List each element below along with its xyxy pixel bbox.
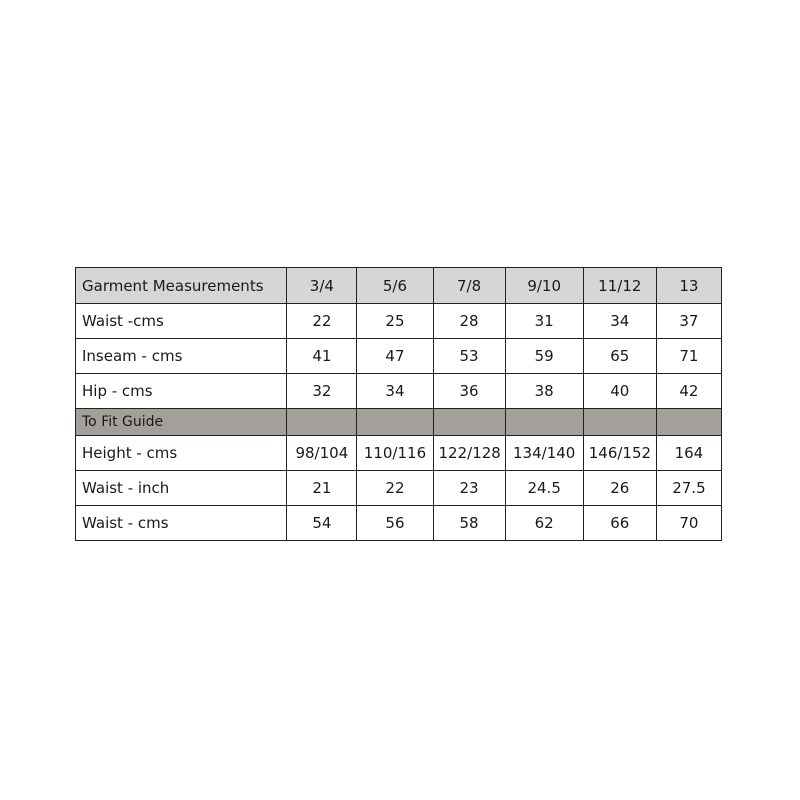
table-row	[76, 374, 722, 409]
value-cell: 110/116	[357, 436, 433, 471]
section-label-cell: To Fit Guide	[76, 409, 287, 436]
table-row	[76, 304, 722, 339]
value-cell: 164	[656, 436, 721, 471]
size-header-cell: 5/6	[357, 268, 433, 304]
value-cell: 38	[505, 374, 583, 409]
value-cell: 34	[357, 374, 433, 409]
section-header-row	[76, 409, 722, 436]
section-empty-cell	[505, 409, 583, 436]
value-cell: 36	[433, 374, 505, 409]
value-cell: 23	[433, 471, 505, 506]
size-header-cell: 9/10	[505, 268, 583, 304]
value-cell: 41	[287, 339, 357, 374]
value-cell: 70	[656, 506, 721, 541]
value-cell: 58	[433, 506, 505, 541]
value-cell: 21	[287, 471, 357, 506]
section-empty-cell	[656, 409, 721, 436]
value-cell: 56	[357, 506, 433, 541]
value-cell: 62	[505, 506, 583, 541]
value-cell: 134/140	[505, 436, 583, 471]
table-row	[76, 436, 722, 471]
size-header-cell: 7/8	[433, 268, 505, 304]
section-empty-cell	[287, 409, 357, 436]
header-label-cell: Garment Measurements	[76, 268, 287, 304]
value-cell: 59	[505, 339, 583, 374]
value-cell: 47	[357, 339, 433, 374]
value-cell: 37	[656, 304, 721, 339]
row-label-cell: Height - cms	[76, 436, 287, 471]
row-label-cell: Hip - cms	[76, 374, 287, 409]
size-header-cell: 3/4	[287, 268, 357, 304]
table-row	[76, 471, 722, 506]
row-label-cell: Waist - cms	[76, 506, 287, 541]
section-empty-cell	[357, 409, 433, 436]
value-cell: 71	[656, 339, 721, 374]
value-cell: 24.5	[505, 471, 583, 506]
value-cell: 28	[433, 304, 505, 339]
value-cell: 22	[287, 304, 357, 339]
value-cell: 122/128	[433, 436, 505, 471]
table-header-row	[76, 268, 722, 304]
section-empty-cell	[583, 409, 656, 436]
value-cell: 31	[505, 304, 583, 339]
table-row	[76, 506, 722, 541]
value-cell: 65	[583, 339, 656, 374]
value-cell: 34	[583, 304, 656, 339]
size-header-cell: 13	[656, 268, 721, 304]
value-cell: 26	[583, 471, 656, 506]
value-cell: 146/152	[583, 436, 656, 471]
value-cell: 40	[583, 374, 656, 409]
size-chart-table	[75, 267, 722, 541]
table-row	[76, 339, 722, 374]
row-label-cell: Waist - inch	[76, 471, 287, 506]
row-label-cell: Waist -cms	[76, 304, 287, 339]
value-cell: 66	[583, 506, 656, 541]
section-empty-cell	[433, 409, 505, 436]
value-cell: 54	[287, 506, 357, 541]
value-cell: 32	[287, 374, 357, 409]
size-header-cell: 11/12	[583, 268, 656, 304]
value-cell: 27.5	[656, 471, 721, 506]
value-cell: 22	[357, 471, 433, 506]
value-cell: 53	[433, 339, 505, 374]
value-cell: 98/104	[287, 436, 357, 471]
value-cell: 25	[357, 304, 433, 339]
row-label-cell: Inseam - cms	[76, 339, 287, 374]
value-cell: 42	[656, 374, 721, 409]
